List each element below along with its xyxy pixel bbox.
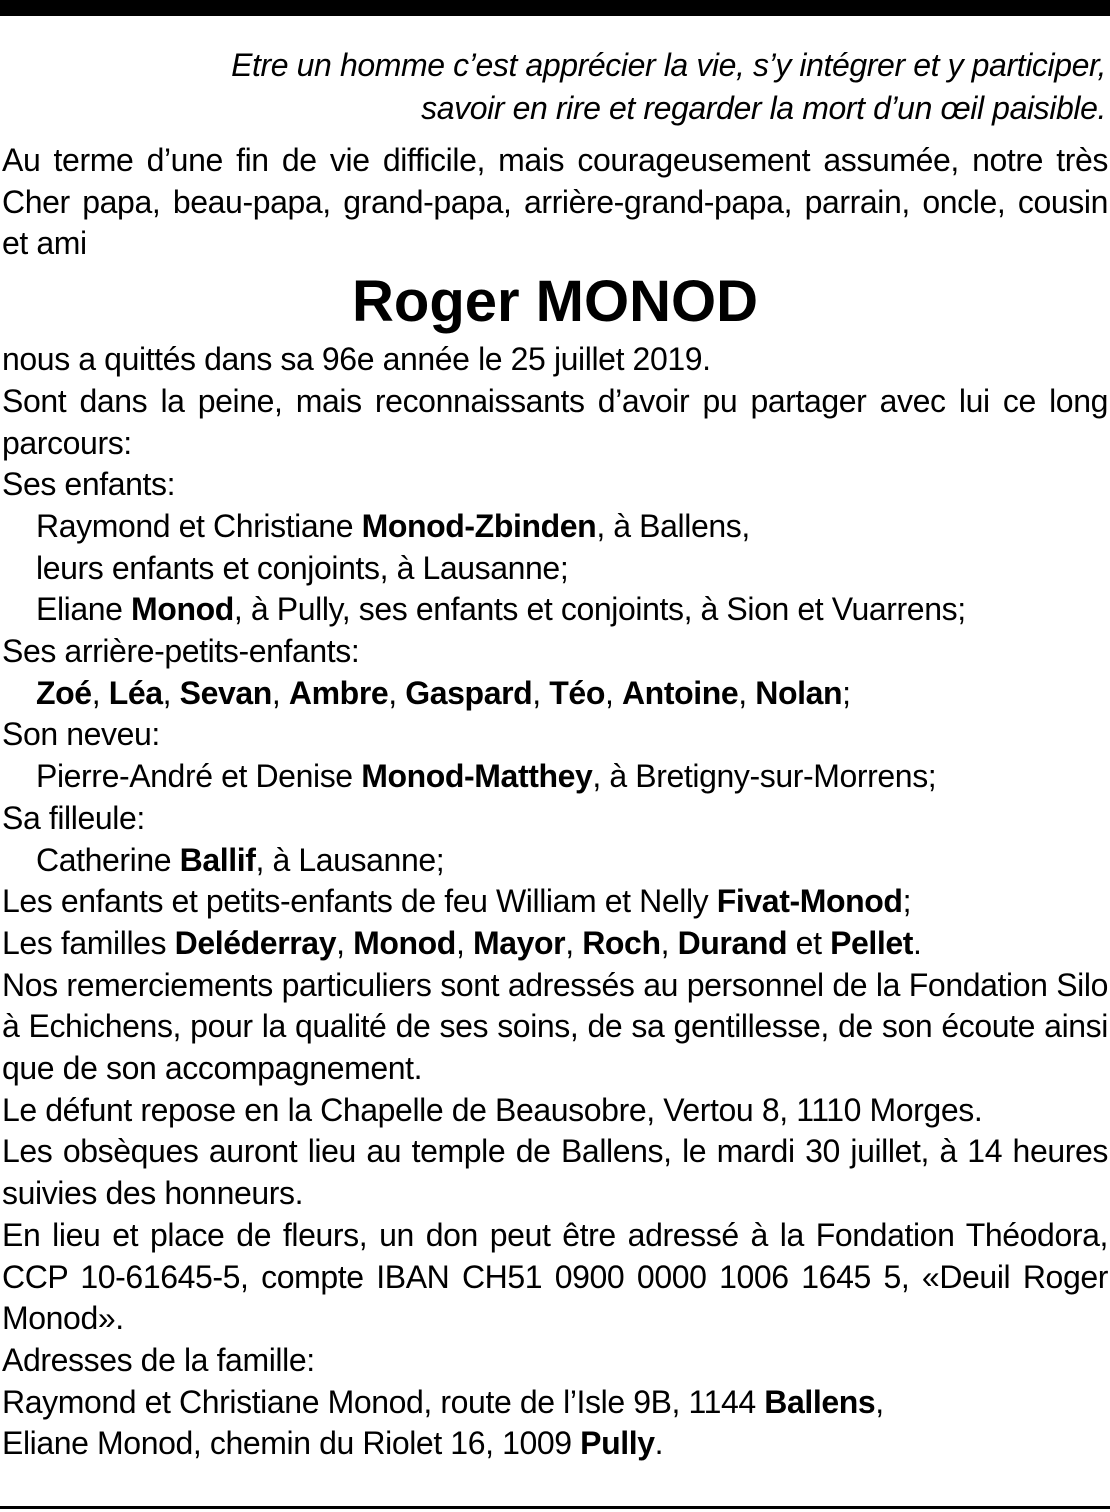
deceased-name: Roger MONOD bbox=[352, 269, 758, 335]
great-grandchild-name: Antoine bbox=[621, 674, 739, 711]
rest-location: Le défunt repose en la Chapelle de Beausobre, Vertou 8, 1110 Morges. bbox=[2, 1091, 983, 1128]
child-line: leurs enfants et conjoints, à Lausanne; bbox=[36, 549, 569, 586]
epigraph bbox=[6, 44, 1106, 130]
child-line: Eliane Monod, à Pully, ses enfants et conjoints, à Sion et Vuarrens; bbox=[36, 591, 966, 628]
death-announcement: nous a quittés dans sa 96e année le 25 juillet 2019. bbox=[2, 341, 711, 378]
child-line: Raymond et Christiane Monod-Zbinden, à Ballens, bbox=[36, 507, 750, 544]
great-grandchild-name: Léa bbox=[108, 674, 163, 711]
list-separator: , bbox=[738, 674, 756, 711]
great-grandchildren-heading: Ses arrière-petits-enfants: bbox=[2, 633, 360, 670]
nephew-heading: Son neveu: bbox=[2, 716, 160, 753]
great-grandchild-name: Ambre bbox=[288, 674, 389, 711]
bottom-border-rule bbox=[0, 1506, 1110, 1509]
great-grandchildren-list bbox=[2, 673, 1108, 715]
list-separator: , bbox=[271, 674, 289, 711]
families-line: Les familles Deléderray, Monod, Mayor, Roch, Durand et Pellet. bbox=[2, 924, 922, 961]
list-separator: , bbox=[532, 674, 550, 711]
addresses-heading: Adresses de la famille: bbox=[2, 1341, 315, 1378]
list-separator: , bbox=[162, 674, 180, 711]
great-grandchild-name: Gaspard bbox=[405, 674, 533, 711]
notice-body bbox=[2, 140, 1108, 1465]
goddaughter-line: Catherine Ballif, à Lausanne; bbox=[36, 841, 445, 878]
epigraph-line: Etre un homme c’est apprécier la vie, s’y intégrer et y participer, bbox=[231, 47, 1106, 83]
donation-paragraph: En lieu et place de fleurs, un don peut être adressé à la Fondation Théodora, CCP 10-61645-5, compte IBAN CH51 0900 0000 1006 1645 5, «Deuil Roger Monod». bbox=[2, 1216, 1108, 1337]
epigraph-line: savoir en rire et regarder la mort d’un œil paisible. bbox=[421, 90, 1106, 126]
list-separator: , bbox=[91, 674, 109, 711]
great-grandchild-name: Nolan bbox=[755, 674, 843, 711]
great-grandchild-name: Zoé bbox=[36, 674, 92, 711]
intro-paragraph: Au terme d’une fin de vie difficile, mais courageusement assumée, notre très Cher papa, beau-papa, grand-papa, arrière-grand-papa, parrain, oncle, cousin et ami bbox=[2, 142, 1108, 262]
great-grandchild-name: Sevan bbox=[179, 674, 272, 711]
address-line: Raymond et Christiane Monod, route de l’Isle 9B, 1144 Ballens, bbox=[2, 1383, 884, 1420]
children-heading: Ses enfants: bbox=[2, 466, 176, 503]
thanks-paragraph: Nos remerciements particuliers sont adressés au personnel de la Fondation Silo à Echichens, pour la qualité de ses soins, de sa gentillesse, de son écoute ainsi que de son accompagnement. bbox=[2, 966, 1108, 1087]
address-line: Eliane Monod, chemin du Riolet 16, 1009 Pully. bbox=[2, 1425, 664, 1462]
mourners-intro: Sont dans la peine, mais reconnaissants d’avoir pu partager avec lui ce long parcours: bbox=[2, 382, 1108, 461]
top-border-rule bbox=[0, 0, 1110, 16]
goddaughter-heading: Sa filleule: bbox=[2, 799, 145, 836]
great-grandchild-name: Téo bbox=[549, 674, 605, 711]
list-separator: , bbox=[604, 674, 622, 711]
list-separator: ; bbox=[842, 674, 851, 711]
list-separator: , bbox=[388, 674, 406, 711]
funeral-details: Les obsèques auront lieu au temple de Ballens, le mardi 30 juillet, à 14 heures suivies des honneurs. bbox=[2, 1133, 1108, 1212]
nephew-line: Pierre-André et Denise Monod-Matthey, à Bretigny-sur-Morrens; bbox=[36, 758, 937, 795]
fivat-line: Les enfants et petits-enfants de feu William et Nelly Fivat-Monod; bbox=[2, 883, 912, 920]
